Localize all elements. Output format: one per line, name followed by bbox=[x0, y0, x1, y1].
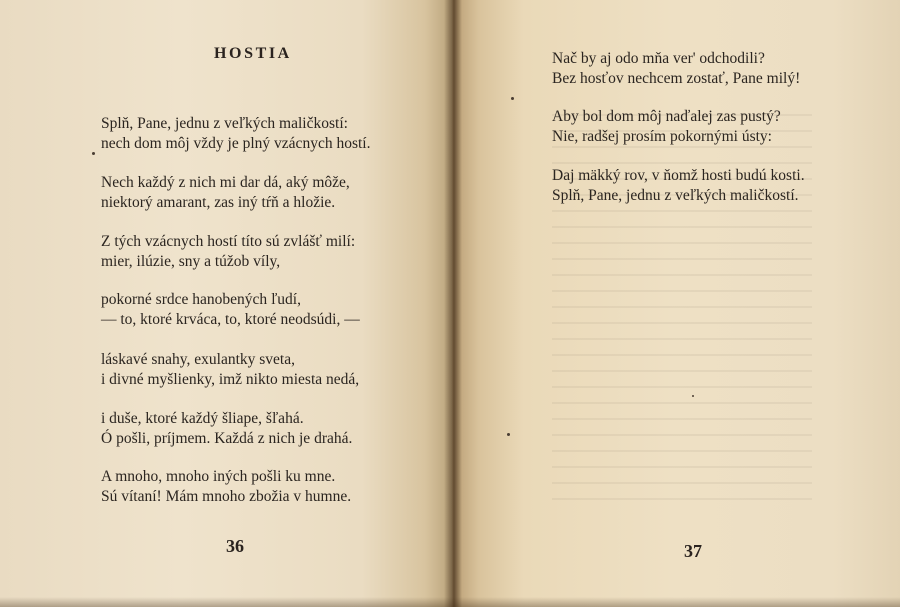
poem-line: i duše, ktoré každý šliape, šľahá. bbox=[101, 410, 304, 427]
bleed-through-text bbox=[552, 100, 812, 500]
paper-speck bbox=[92, 152, 95, 155]
poem-line: Nech každý z nich mi dar dá, aký môže, bbox=[101, 174, 350, 191]
stanza-1 bbox=[101, 114, 370, 154]
stanza-3 bbox=[101, 232, 355, 272]
poem-line: niektorý amarant, zas iný tŕň a hložie. bbox=[101, 194, 336, 211]
poem-line: pokorné srdce hanobených ľudí, bbox=[101, 291, 301, 308]
stanza-1 bbox=[552, 49, 800, 89]
poem-line: Nie, radšej prosím pokornými ústy: bbox=[552, 128, 772, 145]
stanza-2 bbox=[101, 173, 350, 213]
poem-line: nech dom môj vždy je plný vzácnych hostí. bbox=[101, 135, 371, 152]
poem-title: HOSTIA bbox=[214, 45, 292, 62]
poem-line: Aby bol dom môj naďalej zas pustý? bbox=[552, 108, 781, 125]
poem-line: Splň, Pane, jednu z veľkých maličkostí. bbox=[552, 187, 799, 204]
paper-speck bbox=[692, 395, 694, 397]
poem-line: A mnoho, mnoho iných pošli ku mne. bbox=[101, 468, 336, 485]
paper-speck bbox=[511, 97, 514, 100]
poem-line: Splň, Pane, jednu z veľkých maličkostí: bbox=[101, 115, 348, 132]
poem-line: Z tých vzácnych hostí títo sú zvlášť milí: bbox=[101, 233, 356, 250]
poem-line: Ó pošli, príjmem. Každá z nich je drahá. bbox=[101, 430, 353, 447]
poem-line: i divné myšlienky, imž nikto miesta nedá, bbox=[101, 371, 360, 388]
poem-line: Sú vítaní! Mám mnoho zbožia v humne. bbox=[101, 488, 352, 505]
stanza-5 bbox=[101, 350, 359, 390]
stanza-2 bbox=[552, 107, 781, 147]
stanza-7 bbox=[101, 467, 351, 507]
poem-line: Daj mäkký rov, v ňomž hosti budú kosti. bbox=[552, 167, 805, 184]
page-number-left: 36 bbox=[226, 536, 244, 556]
stanza-4 bbox=[101, 290, 360, 330]
poem-line: mier, ilúzie, sny a túžob víly, bbox=[101, 253, 281, 270]
poem-line: Nač by aj odo mňa ver' odchodili? bbox=[552, 50, 765, 67]
page-edge-shadow bbox=[0, 597, 900, 607]
page-number-right: 37 bbox=[684, 541, 702, 561]
book-gutter bbox=[444, 0, 462, 607]
stanza-6 bbox=[101, 409, 352, 449]
poem-line: Bez hosťov nechcem zostať, Pane milý! bbox=[552, 70, 801, 87]
paper-speck bbox=[507, 433, 510, 436]
right-page bbox=[452, 0, 900, 607]
poem-line: láskavé snahy, exulantky sveta, bbox=[101, 351, 295, 368]
stanza-3 bbox=[552, 166, 805, 206]
poem-line: — to, ktoré krváca, to, ktoré neodsúdi, — bbox=[101, 311, 360, 328]
